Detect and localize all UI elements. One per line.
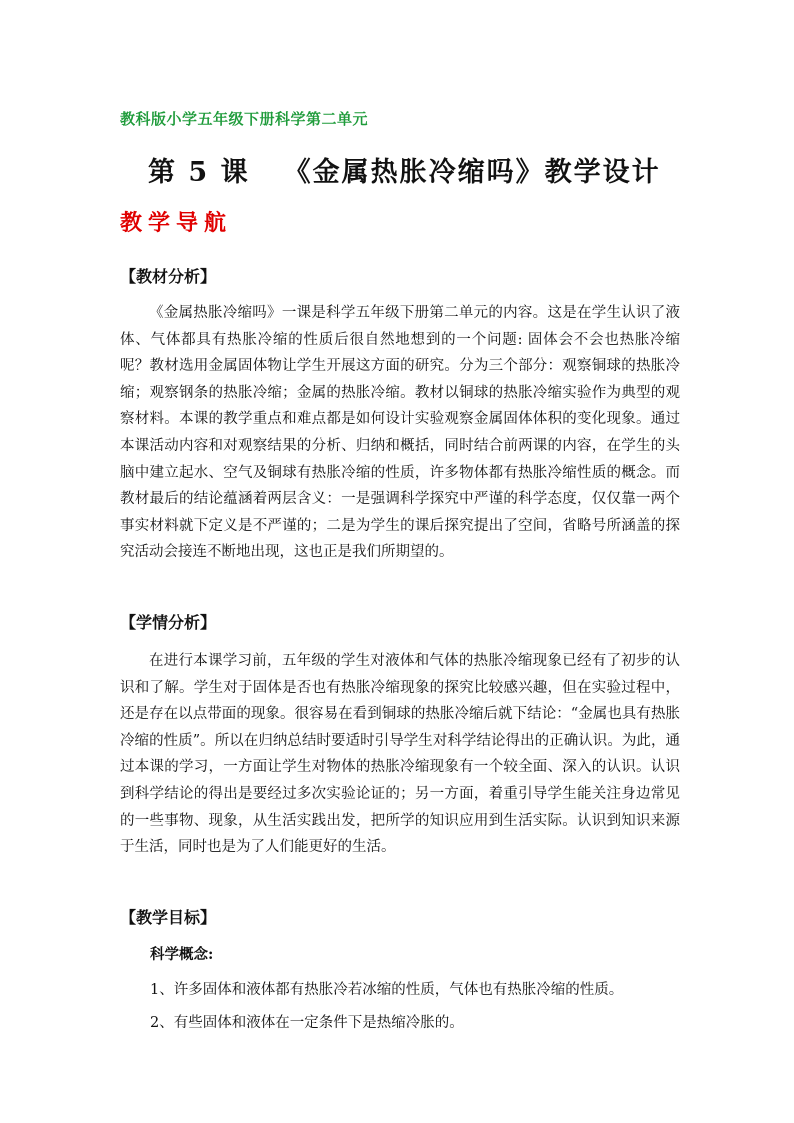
goal-item: 2、有些固体和液体在一定条件下是热缩冷胀的。 xyxy=(150,1015,464,1031)
goal-item: 1、许多固体和液体都有热胀冷若冰缩的性质，气体也有热胀冷缩的性质。 xyxy=(150,982,624,998)
students-paragraph: 在进行本课学习前，五年级的学生对液体和气体的热胀冷缩现象已经有了初步的认识和了解。学生对于固体是否也有热胀冷缩现象的探究比较感兴趣，但在实验过程中，还是存在以点带面的现象。很容易在看到铜球的热胀冷缩后就下结论：“金属也具有热胀冷缩的性质”。所以在归纳总结时要适时引导学生对科学结论得出的正确认识。为此，通过本课的学习，一方面让学生对物体的热胀冷缩现象有一个较全面、深入的认识。认识到科学结论的得出是要经过多次实验论证的；另一方面，着重引导学生能关注身边常见的一些事物、现象，从生活实践出发，把所学的知识应用到生活实际。认识到知识来源于生活，同时也是为了人们能更好的生活。 xyxy=(120,653,680,856)
page-title xyxy=(148,150,661,189)
teaching-nav-heading: 教学导航 xyxy=(120,210,233,236)
science-concept-label: 科学概念: xyxy=(150,946,214,963)
analysis-paragraph: 《金属热胀冷缩吗》一课是科学五年级下册第二单元的内容。这是在学生认识了液体、气体都具有热胀冷缩的性质后很自然地想到的一个问题: 固体会不会也热胀冷缩呢？教材选用金属固体物让学生开展这方面的研究。分为三个部分：观察铜球的热胀冷缩；观察钢条的热胀冷缩；金属的热胀冷缩。教材以铜球的热胀冷缩实验作为典型的观察材料。本课的教学重点和难点都是如何设计实验观察金属固体体积的变化现象。通过本课活动内容和对观察结果的分析、归纳和概括，同时结合前两课的内容，在学生的头脑中建立起水、空气及铜球有热胀冷缩的性质，许多物体都有热胀冷缩性质的概念。而教材最后的结论蕴涵着两层含义：一是强调科学探究中严谨的科学态度，仅仅靠一两个事实材料就下定义是不严谨的；二是为学生的课后探究提出了空间，省略号所涵盖的探究活动会接连不断地出现，这也正是我们所期望的。 xyxy=(120,305,680,561)
goals-heading: 【教学目标】 xyxy=(120,908,217,927)
analysis-heading: 【教材分析】 xyxy=(120,267,217,286)
lesson-title: 《金属热胀冷缩吗》教学设计 xyxy=(283,157,661,188)
course-subtitle: 教科版小学五年级下册科学第二单元 xyxy=(120,110,369,128)
students-heading: 【学情分析】 xyxy=(120,613,217,632)
lesson-number: 第 5 课 xyxy=(148,157,250,188)
